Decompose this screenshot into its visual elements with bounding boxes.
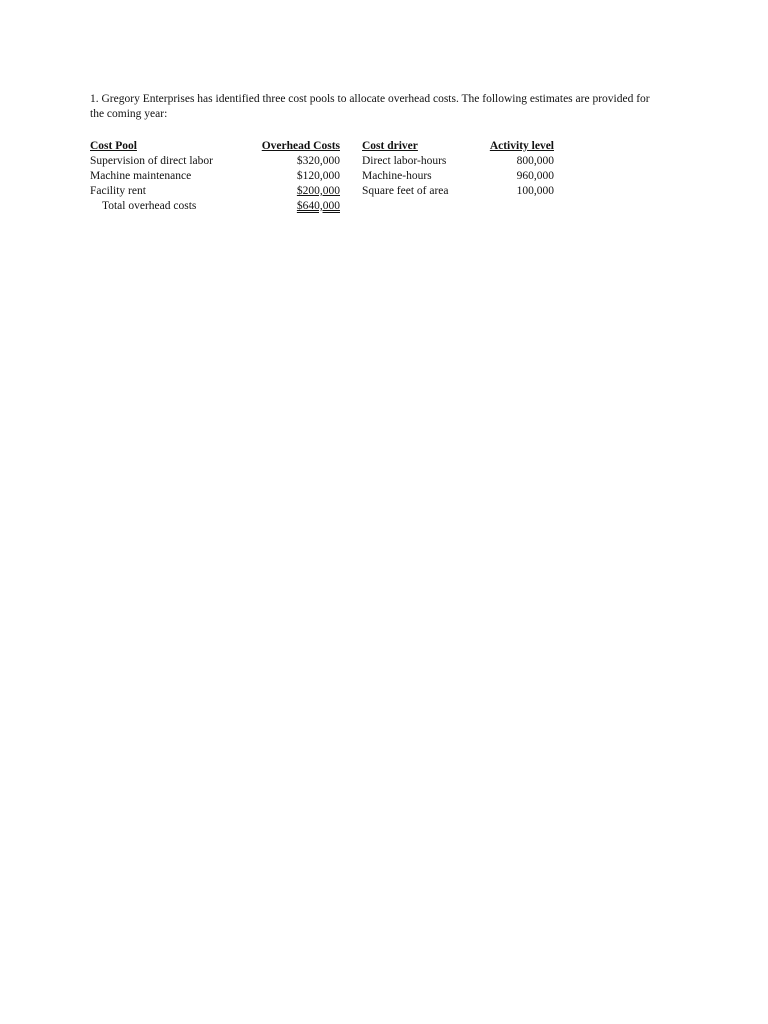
cost-driver-cell: Machine-hours [362, 170, 432, 182]
total-overhead-value: $640,000 [296, 200, 340, 212]
total-overhead-label: Total overhead costs [102, 200, 197, 212]
overhead-cost-cell: $120,000 [296, 170, 340, 182]
cost-driver-cell: Square feet of area [362, 185, 449, 197]
table-row [90, 169, 554, 184]
header-activity-level: Activity level [489, 140, 554, 152]
header-cost-driver: Cost driver [362, 140, 418, 152]
activity-level-cell: 800,000 [516, 155, 554, 167]
cost-driver-cell: Direct labor-hours [362, 155, 447, 167]
header-overhead-costs: Overhead Costs [261, 140, 340, 152]
cost-pool-table-header-row [90, 139, 554, 154]
cost-pool-cell: Supervision of direct labor [90, 155, 213, 167]
overhead-cost-cell: $200,000 [296, 185, 340, 197]
cost-pool-table [90, 139, 554, 214]
question-1-intro: 1. Gregory Enterprises has identified three cost pools to allocate overhead costs. The following estimates are provided for the coming year: [90, 93, 650, 120]
table-row [90, 184, 554, 199]
cost-pool-cell: Machine maintenance [90, 170, 192, 182]
header-cost-pool: Cost Pool [90, 140, 137, 152]
activity-level-cell: 100,000 [516, 185, 554, 197]
total-row [90, 199, 554, 214]
overhead-cost-cell: $320,000 [296, 155, 340, 167]
cost-pool-cell: Facility rent [90, 185, 146, 197]
table-row [90, 154, 554, 169]
activity-level-cell: 960,000 [516, 170, 554, 182]
